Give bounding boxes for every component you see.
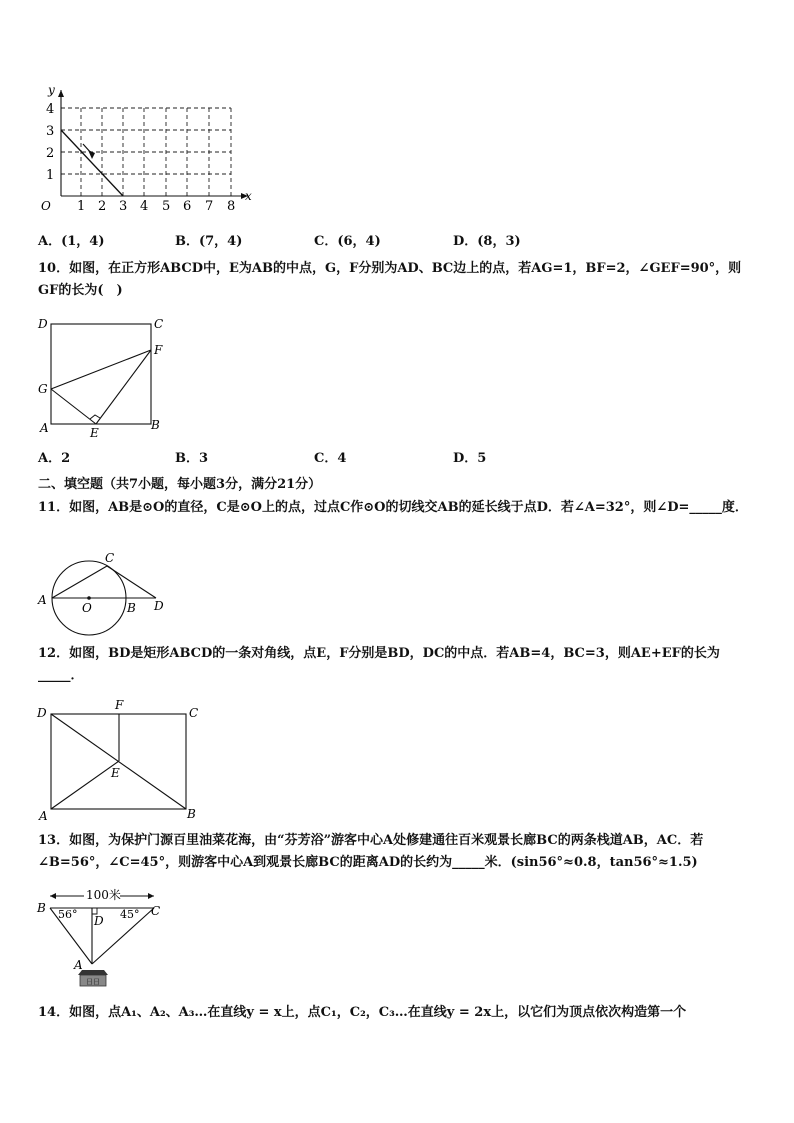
q13-question: 13．如图，为保护门源百里油菜花海，由“芬芳浴”游客中心A处修建通往百米观景长廊BC的两条栈道AB，AC．若∠B=56°，∠C=45°，则游客中心A到观景长廊BC的距离AD的长约为_____米．(sin56°≈0.8，tan56°≈1.5)	[38, 833, 704, 870]
y-axis-arrow	[58, 90, 64, 97]
label-f: F	[115, 698, 124, 712]
q10-square-figure	[36, 314, 176, 442]
q12-question: 12．如图，BD是矩形ABCD的一条对角线，点E，F分别是BD，DC的中点．若AB=4，BC=3，则AE+EF的长为_____．	[38, 646, 720, 683]
x-tick: 6	[183, 199, 192, 214]
q10-option-d[interactable]: D．5	[453, 451, 487, 466]
y-tick: 4	[46, 102, 55, 117]
y-axis-label: y	[48, 83, 55, 97]
section-heading: 二、填空题（共7小题，每小题3分，满分21分）	[38, 477, 322, 492]
label-e: E	[90, 426, 99, 440]
x-tick: 3	[119, 199, 128, 214]
x-axis-label: x	[245, 189, 252, 203]
label-d: D	[154, 599, 164, 613]
q9-option-c[interactable]: C．(6，4)	[314, 234, 381, 249]
square-abcd	[51, 324, 151, 424]
x-tick: 1	[77, 199, 86, 214]
x-tick: 2	[98, 199, 107, 214]
angle-c: 45°	[120, 908, 140, 921]
x-tick: 4	[140, 199, 149, 214]
right-angle-mark	[90, 415, 100, 419]
q9-option-d[interactable]: D．(8，3)	[453, 234, 521, 249]
q10-question: 10．如图，在正方形ABCD中，E为AB的中点，G，F分别为AD、BC边上的点，若AG=1，BF=2，∠GEF=90°，则GF的长为( )	[38, 261, 742, 298]
visitor-center-building	[78, 970, 108, 986]
q10-option-c[interactable]: C．4	[314, 451, 347, 466]
q11-circle-figure	[36, 550, 176, 638]
path-segment	[61, 130, 123, 196]
grid-lines	[61, 108, 231, 196]
q14-question: 14．如图，点A₁、A₂、A₃…在直线y = x上，点C₁，C₂，C₃…在直线y = 2x上，以它们为顶点依次构造第一个	[38, 1005, 687, 1020]
q10-option-b[interactable]: B．3	[175, 451, 209, 466]
origin-label: O	[41, 199, 51, 213]
label-a: A	[38, 593, 47, 607]
x-tick: 8	[227, 199, 236, 214]
label-c: C	[151, 904, 161, 918]
label-b: B	[187, 807, 196, 821]
y-tick: 3	[46, 124, 55, 139]
label-a: A	[40, 421, 49, 435]
label-c: C	[154, 317, 164, 331]
q11-question: 11．如图，AB是⊙O的直径，C是⊙O上的点，过点C作⊙O的切线交AB的延长线于点D．若∠A=32°，则∠D=_____度．	[38, 500, 748, 515]
q12-rectangle-figure	[34, 698, 214, 824]
label-b: B	[151, 418, 160, 432]
tangent-cd	[107, 566, 156, 598]
y-tick: 1	[46, 168, 55, 183]
direction-arrowhead	[88, 150, 95, 159]
angle-b: 56°	[58, 908, 78, 921]
x-tick: 5	[162, 199, 171, 214]
label-f: F	[154, 343, 163, 357]
q13-triangle-figure	[34, 884, 174, 990]
chord-ac	[52, 566, 107, 598]
length-label: 100米	[86, 888, 121, 902]
q9-grid-graph	[36, 82, 266, 217]
label-b: B	[37, 901, 46, 915]
label-e: E	[111, 766, 120, 780]
label-c: C	[189, 706, 199, 720]
dim-arrow-left	[50, 893, 56, 899]
q10-option-a[interactable]: A．2	[38, 451, 71, 466]
q9-option-b[interactable]: B．(7，4)	[175, 234, 243, 249]
label-g: G	[38, 382, 48, 396]
label-d: D	[38, 317, 48, 331]
label-a: A	[74, 958, 83, 972]
x-tick: 7	[205, 199, 214, 214]
label-d: D	[37, 706, 47, 720]
label-o: O	[82, 601, 92, 615]
y-tick: 2	[46, 146, 55, 161]
segment-ae	[51, 761, 119, 809]
label-a: A	[39, 809, 48, 823]
dim-arrow-right	[148, 893, 154, 899]
label-b: B	[127, 601, 136, 615]
label-c: C	[105, 551, 115, 565]
center-dot	[87, 596, 91, 600]
building-sign: 日日	[86, 978, 100, 986]
segment-ge	[51, 389, 96, 424]
label-d: D	[94, 914, 104, 928]
q9-option-a[interactable]: A．(1，4)	[38, 234, 105, 249]
